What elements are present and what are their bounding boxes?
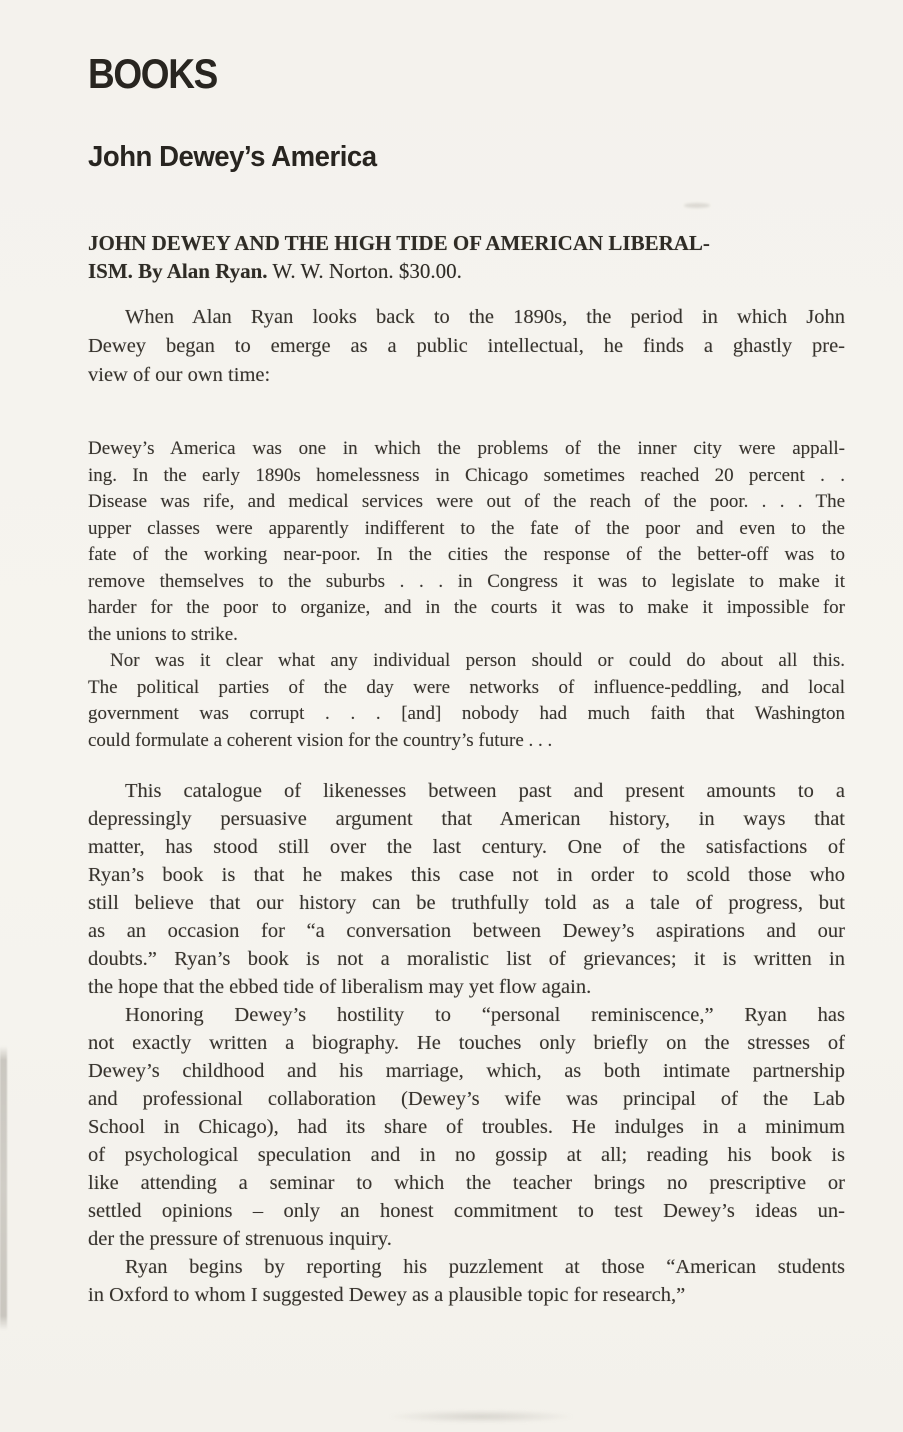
citation-line-2 xyxy=(88,257,848,285)
text-line: When Alan Ryan looks back to the 1890s, the period in which John xyxy=(125,306,845,328)
text-line: as an occasion for “a conversation between Dewey’s aspirations and our xyxy=(88,920,845,942)
citation-title-part: JOHN DEWEY AND THE HIGH TIDE OF AMERICAN LIBERAL- xyxy=(88,231,710,255)
text-line: could formulate a coherent vision for the country’s future . . . xyxy=(88,729,553,751)
text-line: of psychological speculation and in no gossip at all; reading his book is xyxy=(88,1144,845,1166)
text-line: harder for the poor to organize, and in the courts it was to make it impossible for xyxy=(88,597,845,618)
text-line: depressingly persuasive argument that American history, in ways that xyxy=(88,808,845,830)
scan-smudge-artifact xyxy=(684,203,710,208)
text-line: remove themselves to the suburbs . . . in Congress it was to legislate to make it xyxy=(88,570,845,592)
scan-edge-artifact xyxy=(0,1046,7,1330)
text-line: upper classes were apparently indifferent to the fate of the poor and even to the xyxy=(88,517,845,539)
text-line: still believe that our history can be truthfully told as a tale of progress, but xyxy=(88,892,845,914)
text-line: not exactly written a biography. He touches only briefly on the stresses of xyxy=(88,1032,845,1054)
text-line: and professional collaboration (Dewey’s wife was principal of the Lab xyxy=(88,1088,845,1110)
text-line: the hope that the ebbed tide of liberalism may yet flow again. xyxy=(88,976,592,998)
text-line: matter, has stood still over the last century. One of the satisfactions of xyxy=(88,836,845,858)
block-quote xyxy=(88,436,845,754)
page-bottom-shadow xyxy=(386,1410,576,1423)
text-line: like attending a seminar to which the teacher brings no prescriptive or xyxy=(88,1172,845,1194)
intro-paragraph xyxy=(88,303,845,390)
citation-author-part: ISM. By Alan Ryan. xyxy=(88,259,268,283)
body-paragraph-2 xyxy=(88,1001,845,1253)
quote-paragraph-1 xyxy=(88,436,845,648)
text-line: School in Chicago), had its share of troubles. He indulges in a minimum xyxy=(88,1116,845,1138)
book-citation xyxy=(88,229,848,285)
text-line: Disease was rife, and medical services were out of the reach of the poor. . . . The xyxy=(88,491,845,512)
text-line: ing. In the early 1890s homelessness in Chicago sometimes reached 20 percent . . xyxy=(88,464,845,486)
body-paragraph-1 xyxy=(88,777,845,1001)
text-line: This catalogue of likenesses between past and present amounts to a xyxy=(125,780,845,802)
article-title: John Dewey’s America xyxy=(88,141,377,173)
quote-paragraph-2 xyxy=(88,648,845,754)
text-line: Dewey’s childhood and his marriage, which, as both intimate partnership xyxy=(88,1060,845,1082)
body-paragraph-3 xyxy=(88,1253,845,1309)
text-line: government was corrupt . . . [and] nobody had much faith that Washington xyxy=(88,703,845,724)
text-line: the unions to strike. xyxy=(88,623,238,645)
text-line: Nor was it clear what any individual person should or could do about all this. xyxy=(110,650,845,671)
text-line: fate of the working near-poor. In the cities the response of the better-off was to xyxy=(88,544,845,565)
text-line: Dewey’s America was one in which the problems of the inner city were appall- xyxy=(88,438,845,459)
text-line: Honoring Dewey’s hostility to “personal reminiscence,” Ryan has xyxy=(125,1004,845,1026)
text-line: Ryan begins by reporting his puzzlement at those “American students xyxy=(125,1256,845,1278)
text-line: settled opinions – only an honest commitment to test Dewey’s ideas un- xyxy=(88,1200,845,1222)
text-line: der the pressure of strenuous inquiry. xyxy=(88,1228,392,1250)
text-line: Ryan’s book is that he makes this case not in order to scold those who xyxy=(88,864,845,886)
citation-line-1 xyxy=(88,229,848,257)
text-line: The political parties of the day were networks of influence-peddling, and local xyxy=(88,676,845,698)
text-line: Dewey began to emerge as a public intellectual, he finds a ghastly pre- xyxy=(88,335,845,357)
text-line: doubts.” Ryan’s book is not a moralistic list of grievances; it is written in xyxy=(88,948,845,970)
section-title: BOOKS xyxy=(88,50,217,97)
text-line: view of our own time: xyxy=(88,364,271,386)
text-line: in Oxford to whom I suggested Dewey as a plausible topic for research,” xyxy=(88,1284,686,1306)
body-text xyxy=(88,777,845,1309)
citation-publisher-price: W. W. Norton. $30.00. xyxy=(267,259,462,283)
